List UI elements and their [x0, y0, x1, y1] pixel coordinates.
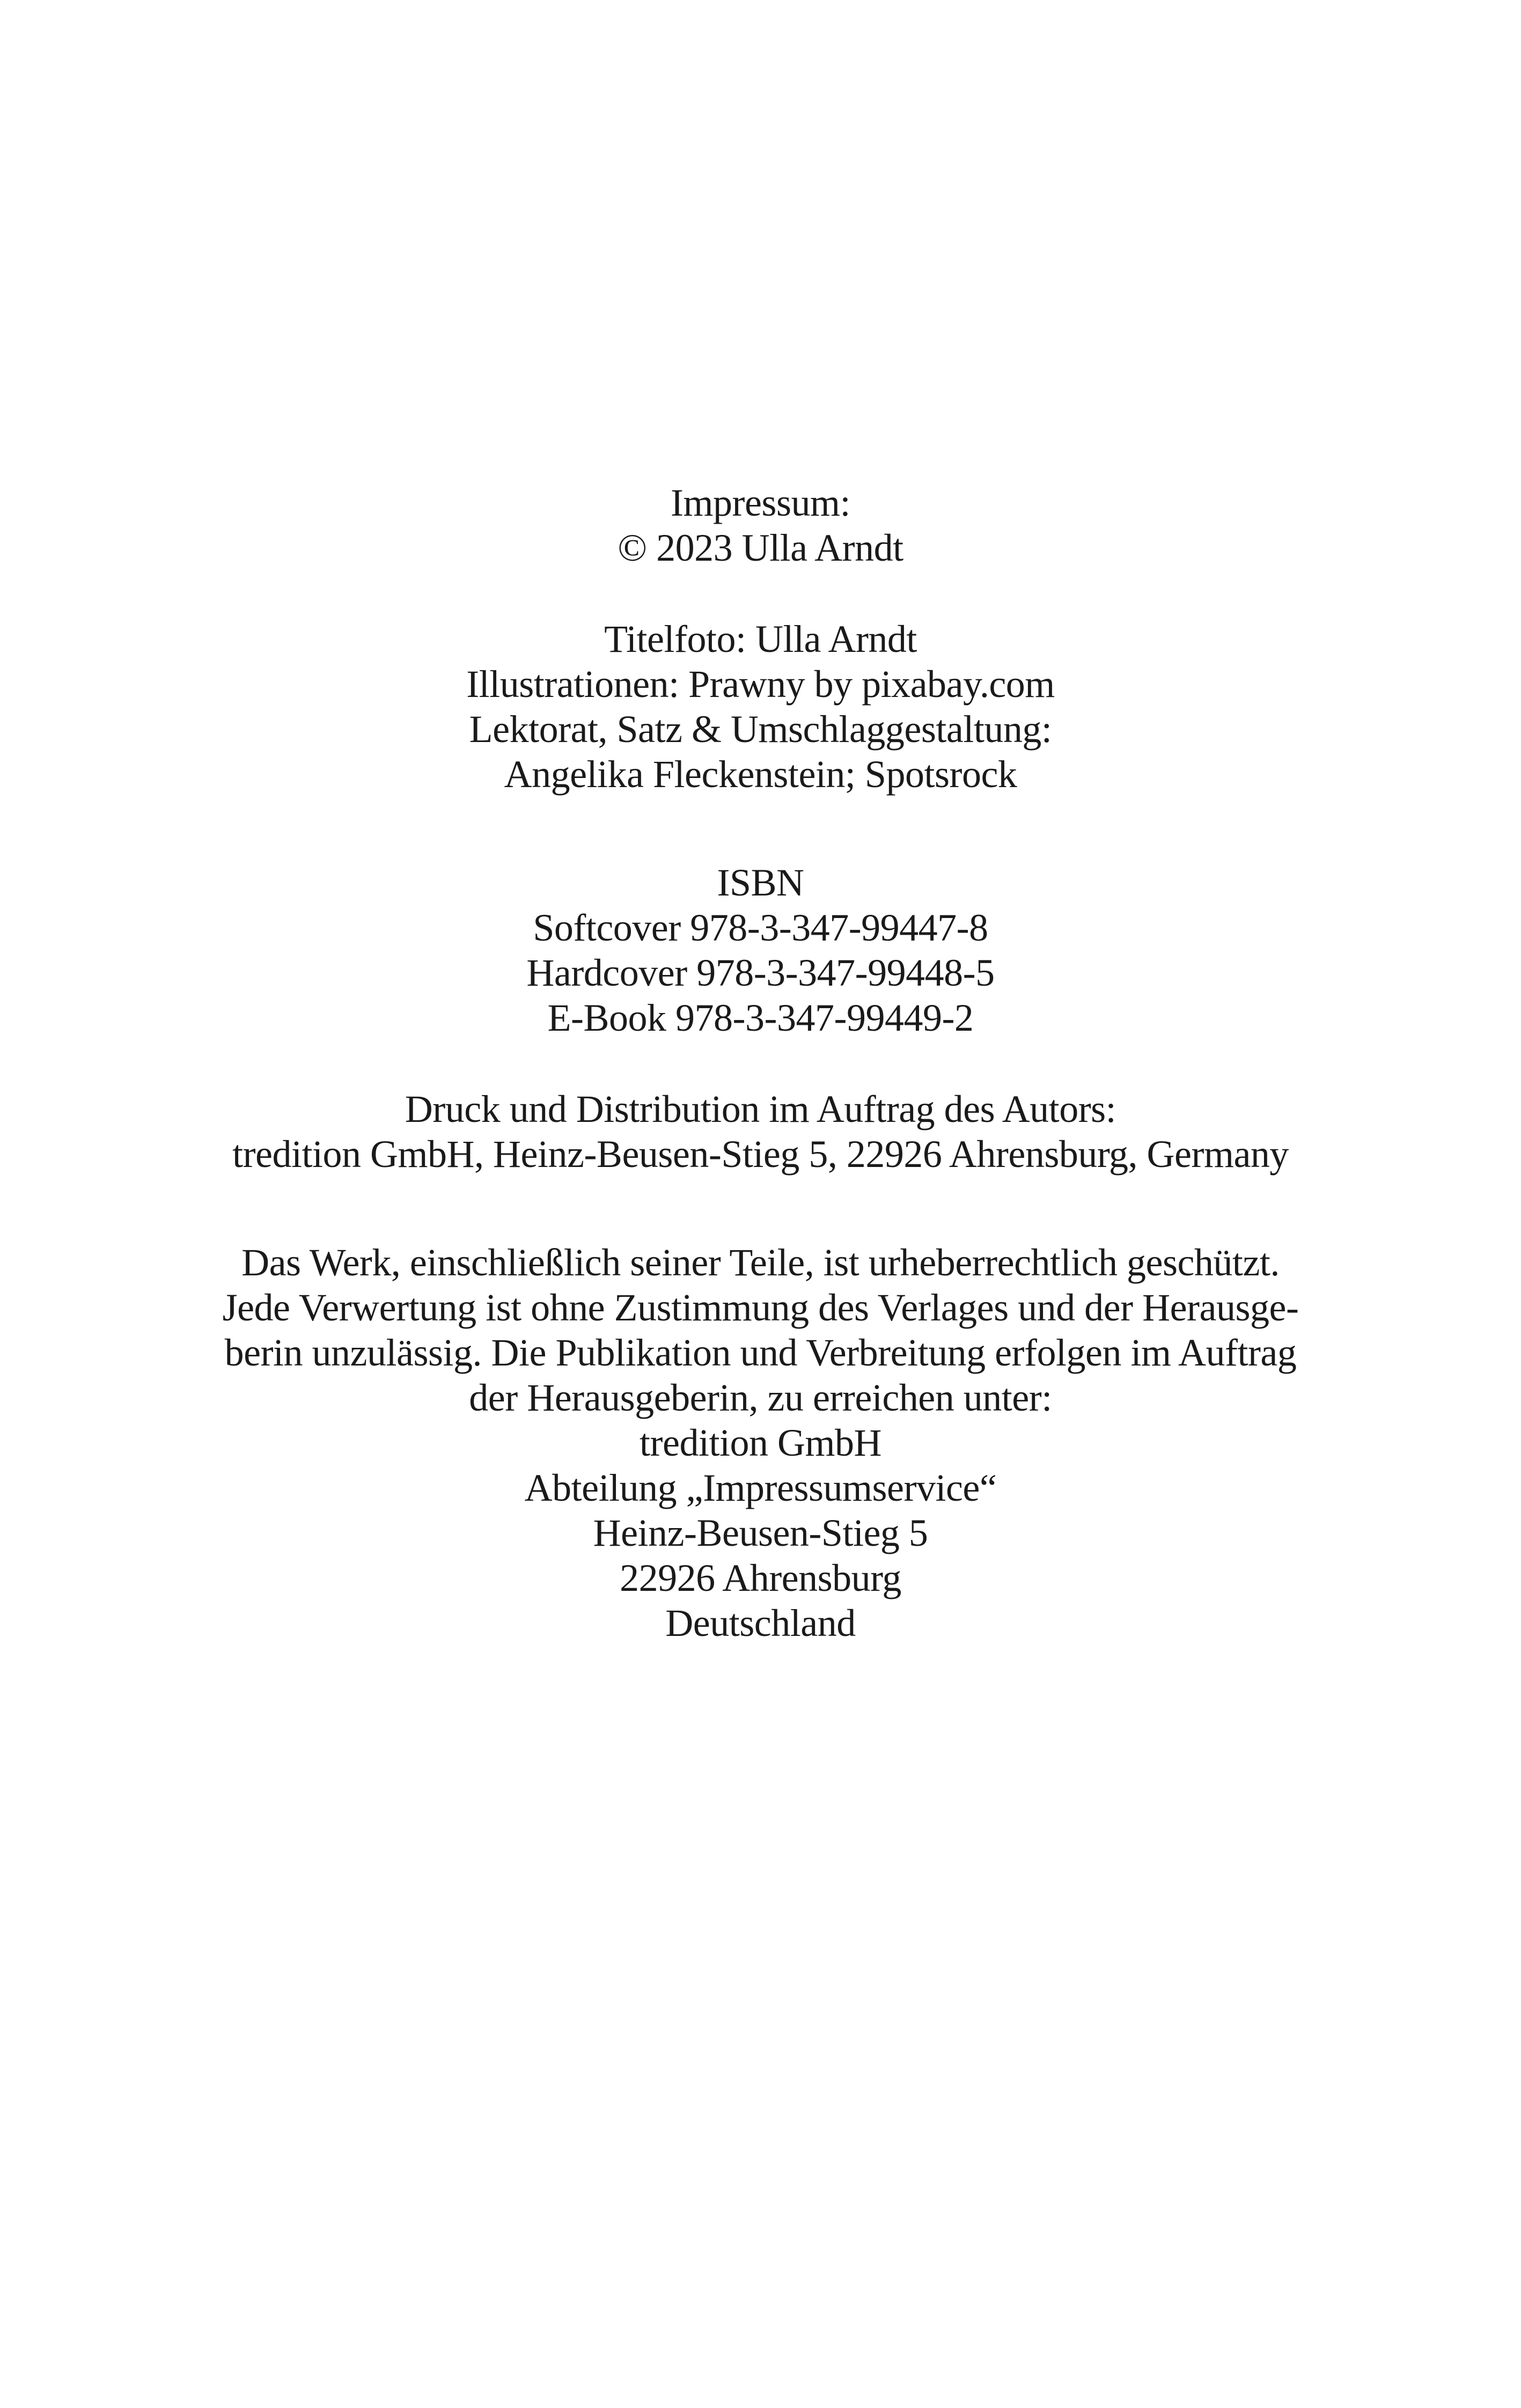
titelfoto-credit: Titelfoto: Ulla Arndt: [604, 618, 917, 660]
distribution-line: Druck und Distribution im Auftrag des Autors:: [405, 1088, 1116, 1130]
illustration-credit: Illustrationen: Prawny by pixabay.com: [466, 663, 1055, 706]
spacer: [161, 797, 1360, 860]
legal-text-line: Jede Verwertung ist ohne Zustimmung des Verlages und der Herausge-: [222, 1286, 1299, 1329]
credits-section: [161, 616, 1360, 797]
publisher-city: 22926 Ahrensburg: [620, 1557, 901, 1599]
publisher-company: tredition GmbH: [640, 1421, 881, 1464]
distribution-section: [161, 1086, 1360, 1177]
impressum-heading: Impressum:: [671, 481, 850, 524]
copyright-line: © 2023 Ulla Arndt: [618, 526, 903, 569]
isbn-ebook: E-Book 978-3-347-99449-2: [547, 996, 974, 1039]
isbn-hardcover: Hardcover 978-3-347-99448-5: [526, 951, 995, 994]
publisher-street: Heinz-Beusen-Stieg 5: [593, 1511, 928, 1554]
isbn-softcover: Softcover 978-3-347-99447-8: [533, 906, 988, 949]
legal-section: [161, 1240, 1360, 1646]
isbn-section: [161, 860, 1360, 1040]
publisher-department: Abteilung „Impressumservice“: [524, 1466, 997, 1509]
lektorat-credit: Lektorat, Satz & Umschlaggestaltung:: [469, 708, 1052, 751]
spacer: [161, 570, 1360, 616]
impressum-section: [161, 480, 1360, 570]
publisher-country: Deutschland: [665, 1602, 856, 1645]
spacer: [161, 1177, 1360, 1240]
imprint-block: [161, 480, 1360, 1646]
legal-text-line: der Herausgeberin, zu erreichen unter:: [469, 1376, 1052, 1419]
legal-text-line: Das Werk, einschließlich seiner Teile, ist urheberrechtlich geschützt.: [241, 1241, 1280, 1284]
spacer: [161, 1040, 1360, 1086]
legal-text-line: berin unzulässig. Die Publikation und Verbreitung erfolgen im Auftrag: [224, 1331, 1297, 1374]
isbn-heading: ISBN: [717, 861, 804, 904]
lektorat-names: Angelika Fleckenstein; Spotsrock: [504, 753, 1017, 796]
distribution-address: tredition GmbH, Heinz-Beusen-Stieg 5, 22926 Ahrensburg, Germany: [232, 1133, 1289, 1176]
